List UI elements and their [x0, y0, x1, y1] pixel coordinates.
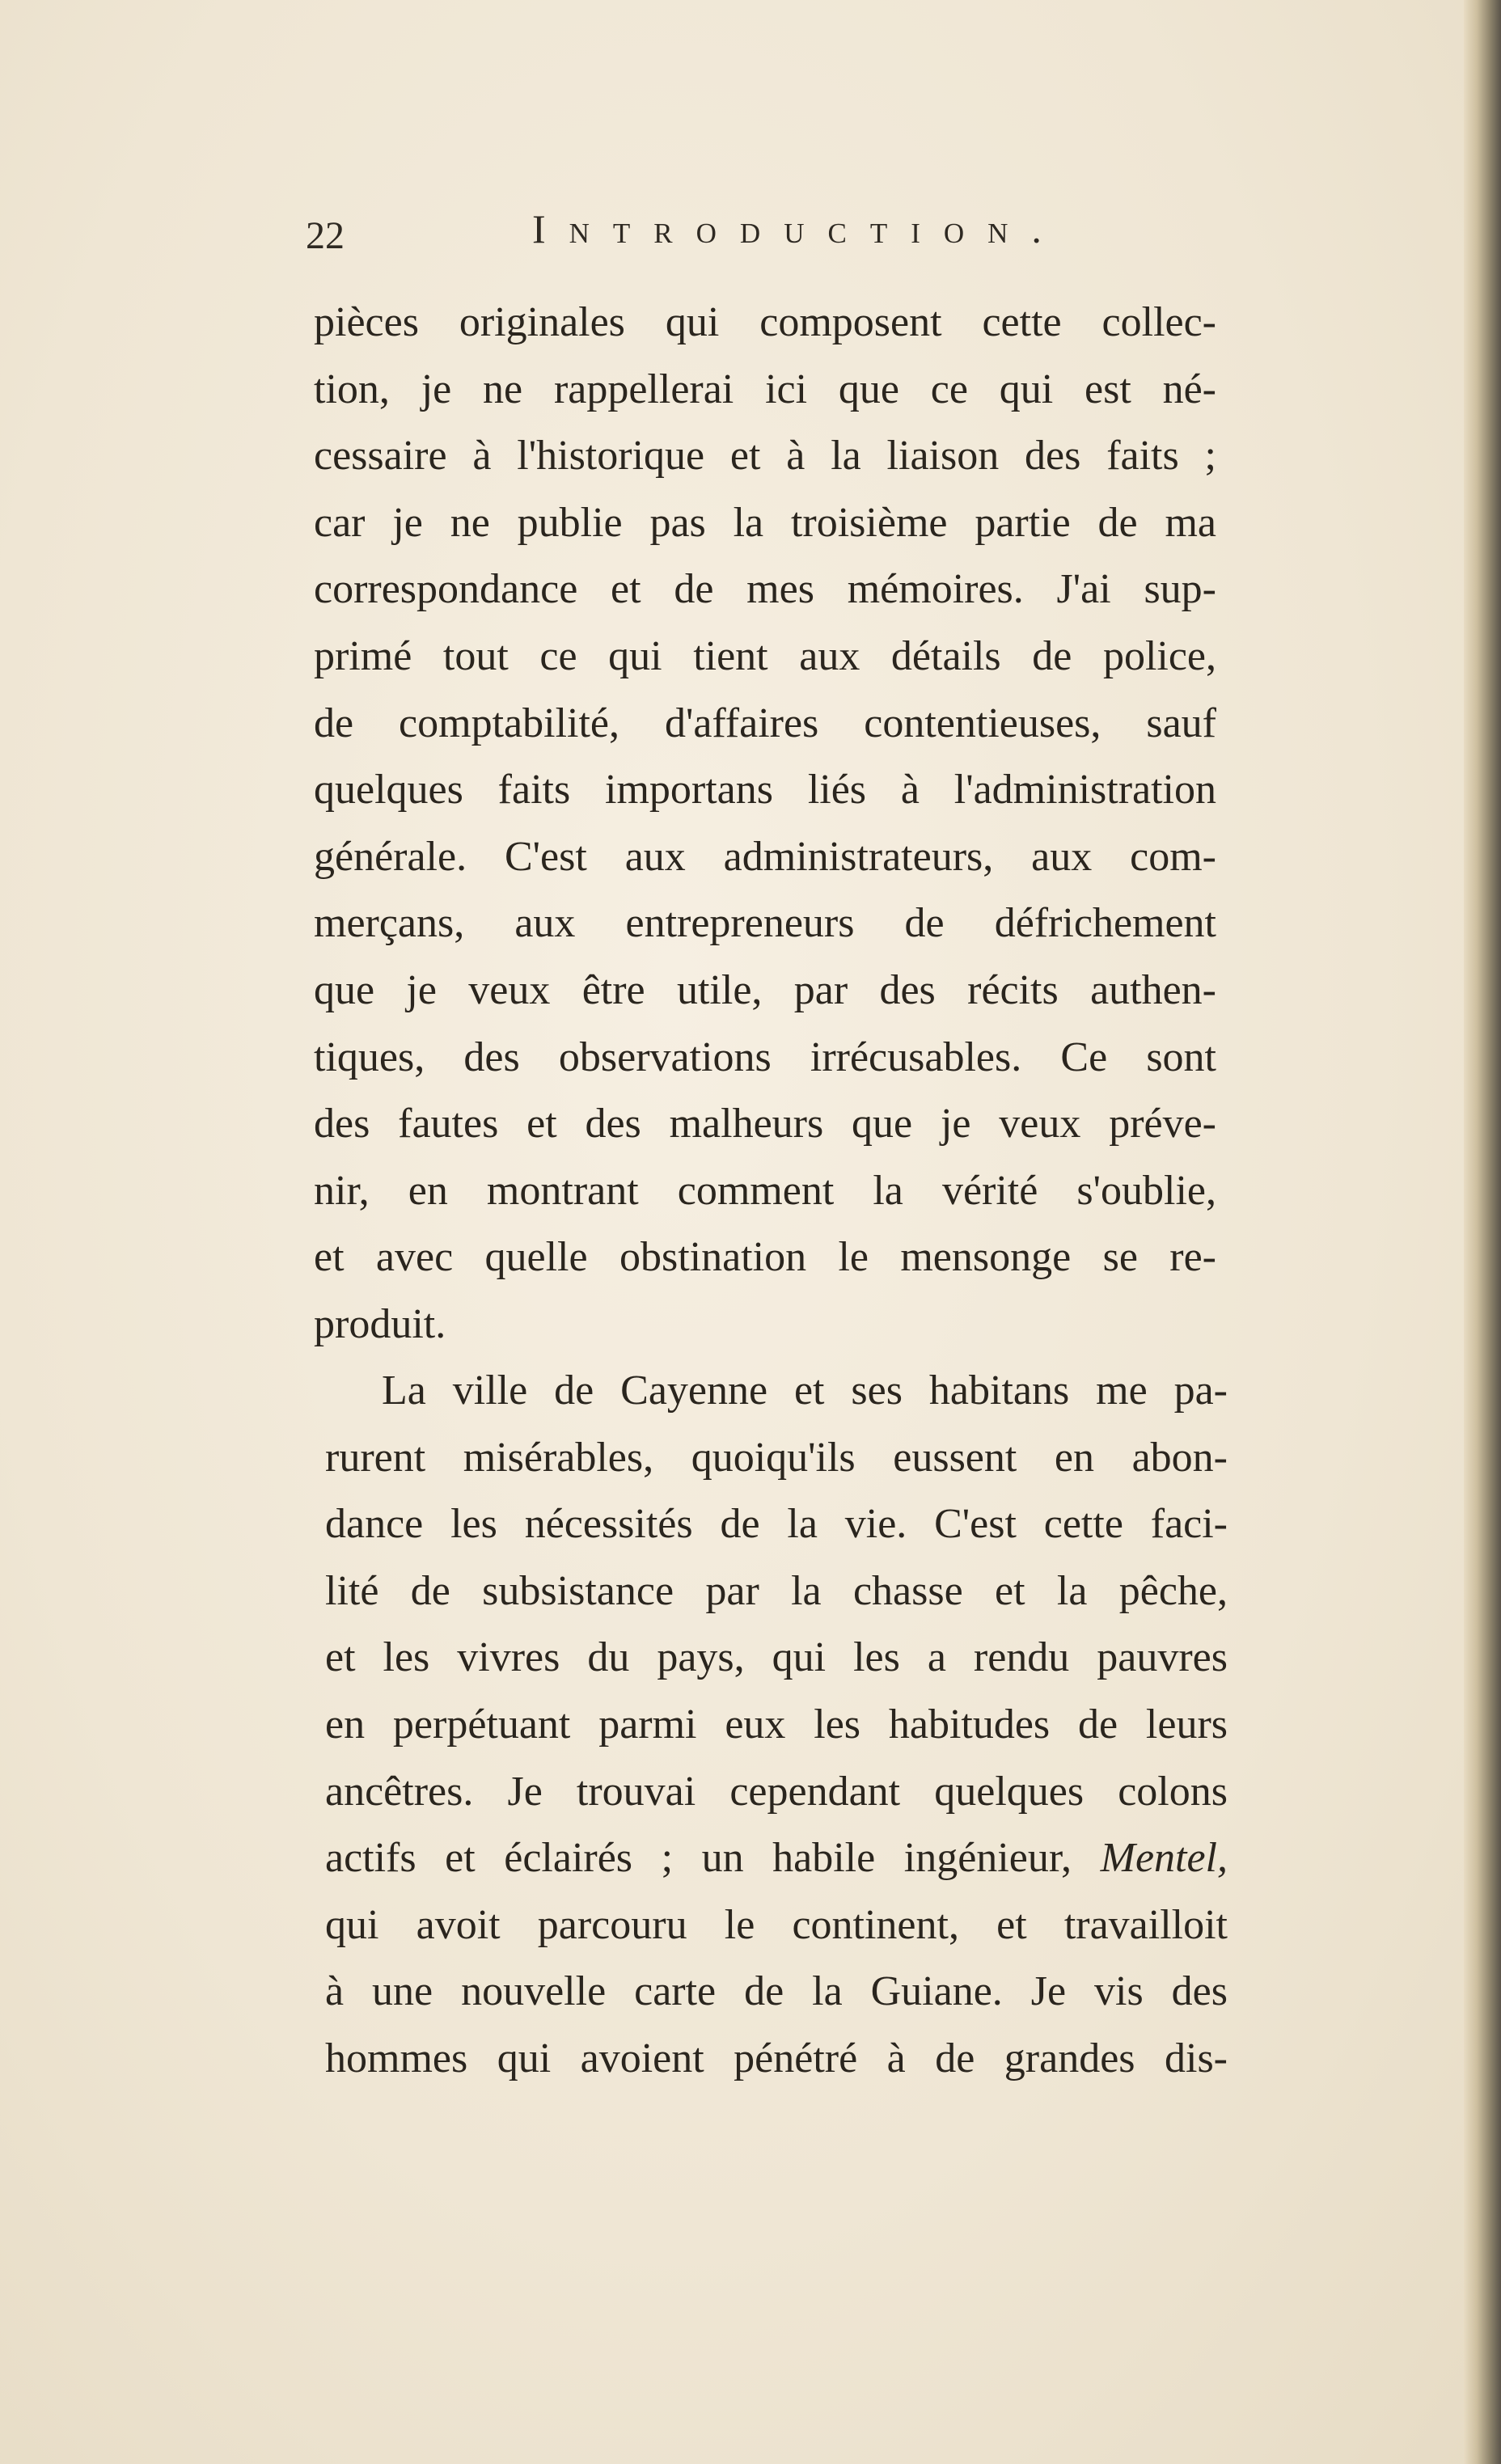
text-line: quelques faits importans liés à l'administration	[314, 767, 1216, 814]
text-line: correspondance et de mes mémoires. J'ai sup-	[314, 566, 1216, 613]
engineer-name: Mentel,	[1100, 1835, 1228, 1882]
text-line: produit.	[314, 1300, 446, 1347]
text-line: rurent misérables, quoiqu'ils eussent en abon-	[325, 1434, 1228, 1481]
text-line-with-name	[325, 1825, 1228, 1892]
paragraph-1	[314, 290, 1216, 1359]
text-line: merçans, aux entrepreneurs de défrichement	[314, 900, 1216, 947]
text-line: en perpétuant parmi eux les habitudes de leurs	[325, 1701, 1228, 1748]
text-line: cessaire à l'historique et à la liaison des faits ;	[314, 433, 1216, 480]
text-line: que je veux être utile, par des récits authen-	[314, 966, 1216, 1013]
text-segment: actifs et éclairés ; un habile ingénieur,	[325, 1835, 1101, 1882]
running-head: Introduction.	[532, 206, 1065, 251]
page-header	[306, 201, 1236, 257]
page-edge-shadow	[1464, 0, 1501, 2464]
text-line: des fautes et des malheurs que je veux préve-	[314, 1101, 1216, 1147]
text-line: lité de subsistance par la chasse et la pêche,	[325, 1567, 1228, 1614]
text-line: générale. C'est aux administrateurs, aux com-	[314, 833, 1216, 880]
text-line: qui avoit parcouru le continent, et travailloit	[325, 1901, 1228, 1948]
text-line: et les vivres du pays, qui les a rendu pauvres	[325, 1634, 1228, 1681]
text-line: ancêtres. Je trouvai cependant quelques colons	[325, 1768, 1228, 1815]
text-line: car je ne publie pas la troisième partie de ma	[314, 499, 1216, 546]
text-line: dance les nécessités de la vie. C'est cette faci-	[325, 1501, 1228, 1548]
text-line: La ville de Cayenne et ses habitans me pa-	[382, 1367, 1228, 1414]
text-line: tiques, des observations irrécusables. Ce sont	[314, 1033, 1216, 1080]
text-line: tion, je ne rappellerai ici que ce qui est né-	[314, 366, 1216, 412]
paragraph-2	[325, 1358, 1228, 2093]
text-line: pièces originales qui composent cette collec-	[314, 299, 1216, 345]
page-number: 22	[306, 214, 345, 257]
text-line: de comptabilité, d'affaires contentieuses, sauf	[314, 699, 1216, 746]
text-line: et avec quelle obstination le mensonge se re-	[314, 1234, 1216, 1281]
text-line: nir, en montrant comment la vérité s'oublie,	[314, 1167, 1216, 1214]
text-line: hommes qui avoient pénétré à de grandes dis-	[325, 2035, 1228, 2082]
text-line: à une nouvelle carte de la Guiane. Je vis des	[325, 1968, 1228, 2015]
text-line: primé tout ce qui tient aux détails de police,	[314, 632, 1216, 679]
